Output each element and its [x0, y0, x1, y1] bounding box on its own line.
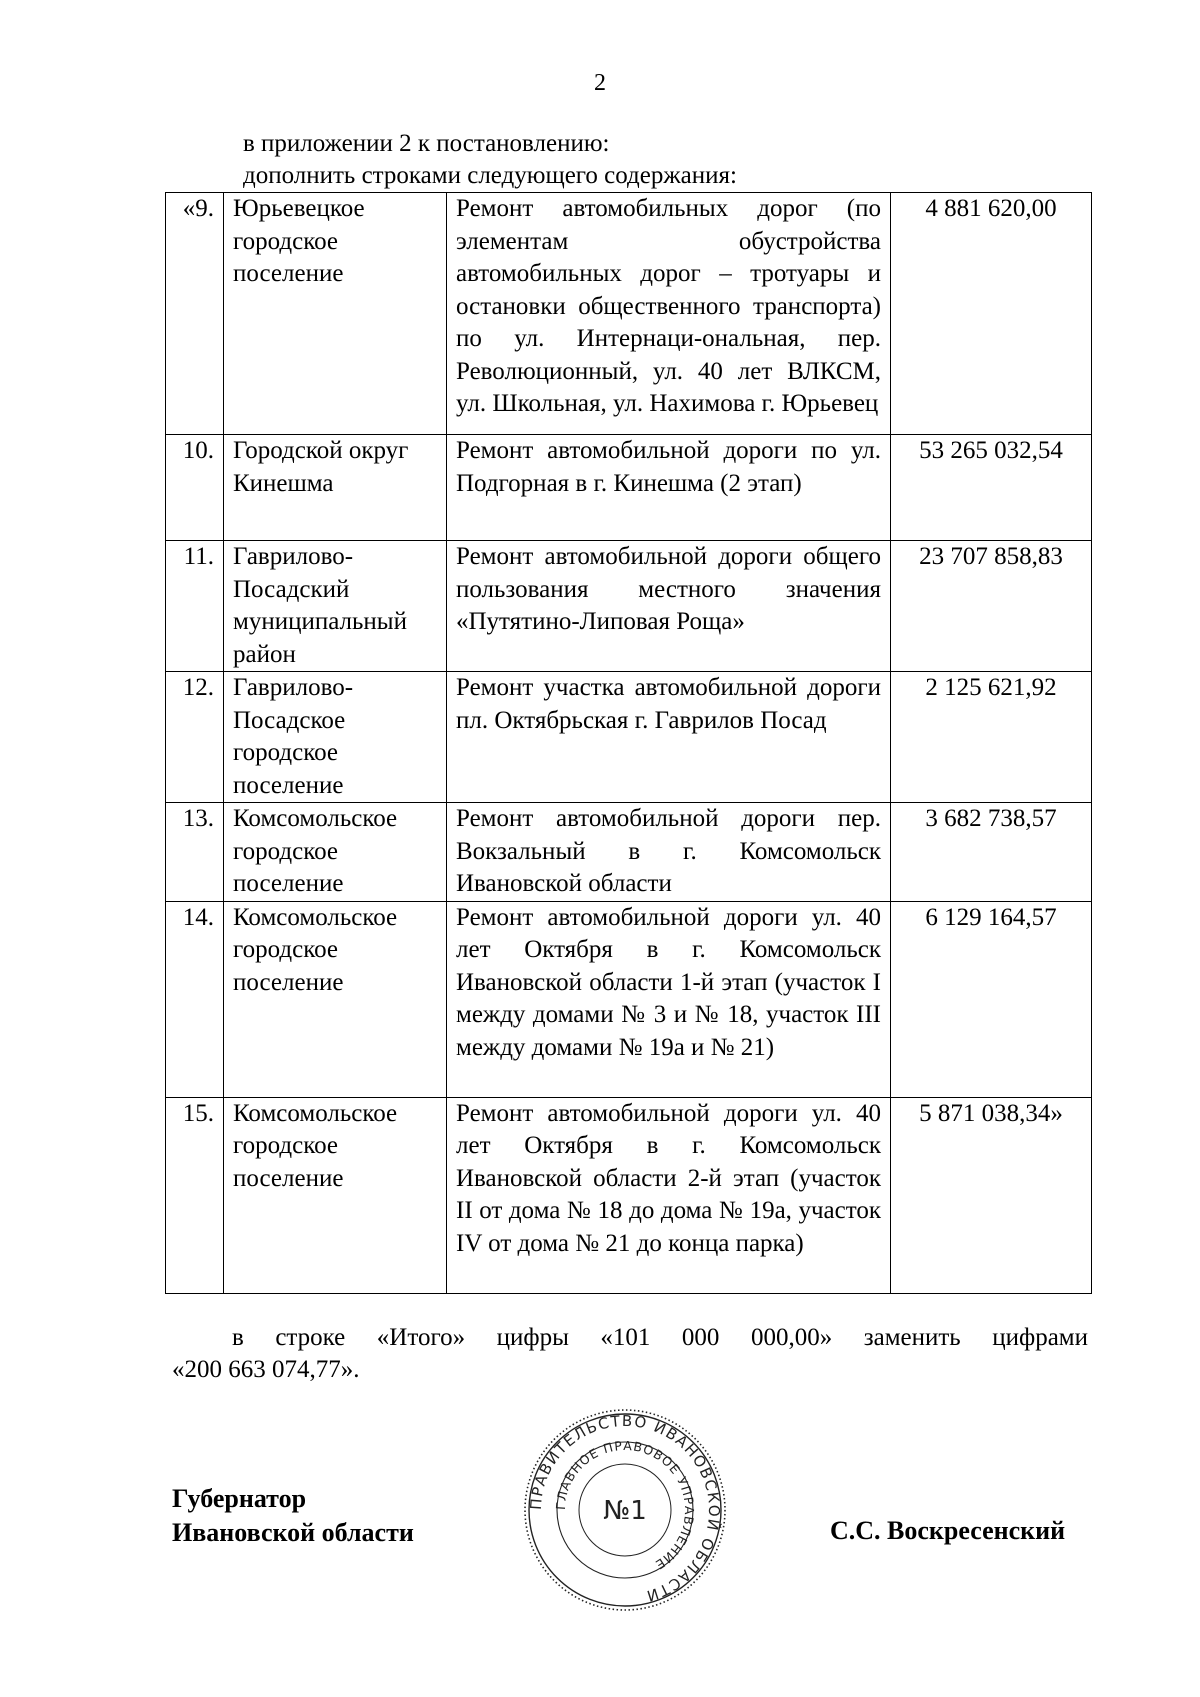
official-seal: [520, 1405, 730, 1615]
work-description: Ремонт автомобильной дороги ул. 40 лет Октября в г. Комсомольск Ивановской области 2-й этап (участок II от дома № 18 до дома № 19а, участок IV от дома № 21 до конца парка): [447, 1097, 891, 1293]
seal-outer-text: ПРАВИТЕЛЬСТВО ИВАНОВСКОЙ ОБЛАСТИ: [526, 1411, 724, 1606]
intro-line-2: дополнить строками следующего содержания:: [243, 162, 737, 189]
work-description: Ремонт автомобильных дорог (по элементам обустройства автомобильных дорог – тротуары и остановки общественного транспорта) по ул. Интернаци-ональная, пер. Революционный, ул. 40 лет ВЛКСМ, ул. Школьная, ул. Нахимова г. Юрьевец: [447, 193, 891, 435]
municipality-name: Гаврилово-Посадское городское поселение: [224, 672, 447, 803]
signatory-title: [172, 1482, 414, 1550]
intro-text: [243, 128, 737, 192]
row-number: 15.: [166, 1097, 224, 1293]
municipality-name: Юрьевецкое городское поселение: [224, 193, 447, 435]
municipality-name: Гаврилово-Посадский муниципальный район: [224, 541, 447, 672]
table-row: [166, 1097, 1092, 1293]
row-number: 12.: [166, 672, 224, 803]
work-description: Ремонт автомобильной дороги пер. Вокзальный в г. Комсомольск Ивановской области: [447, 803, 891, 902]
municipality-name: Комсомольское городское поселение: [224, 1097, 447, 1293]
closing-line-2: «200 663 074,77».: [172, 1356, 360, 1383]
municipality-name: Комсомольское городское поселение: [224, 803, 447, 902]
municipality-name: Комсомольское городское поселение: [224, 901, 447, 1097]
amount: 53 265 032,54: [891, 435, 1092, 541]
signatory-title-line-1: Губернатор: [172, 1484, 307, 1513]
row-number: 14.: [166, 901, 224, 1097]
closing-line-1: в строке «Итого» цифры «101 000 000,00» заменить цифрами: [232, 1324, 1088, 1351]
closing-paragraph: [172, 1322, 1088, 1386]
seal-inner-text: ГЛАВНОЕ ПРАВОВОЕ УПРАВЛЕНИЕ: [552, 1437, 698, 1573]
amount: 5 871 038,34»: [891, 1097, 1092, 1293]
row-number: 10.: [166, 435, 224, 541]
work-description: Ремонт автомобильной дороги общего пользования местного значения «Путятино-Липовая Роща»: [447, 541, 891, 672]
work-description: Ремонт автомобильной дороги ул. 40 лет Октября в г. Комсомольск Ивановской области 1-й этап (участок I между домами № 3 и № 18, участок III между домами № 19а и № 21): [447, 901, 891, 1097]
table-row: [166, 672, 1092, 803]
intro-line-1: в приложении 2 к постановлению:: [243, 130, 610, 157]
row-number: «9.: [166, 193, 224, 435]
work-description: Ремонт участка автомобильной дороги пл. Октябрьская г. Гаврилов Посад: [447, 672, 891, 803]
amount: 3 682 738,57: [891, 803, 1092, 902]
amount: 6 129 164,57: [891, 901, 1092, 1097]
municipality-name: Городской округ Кинешма: [224, 435, 447, 541]
amount: 2 125 621,92: [891, 672, 1092, 803]
signatory-name: С.С. Воскресенский: [830, 1516, 1066, 1545]
signatory-title-line-2: Ивановской области: [172, 1518, 414, 1547]
row-number: 11.: [166, 541, 224, 672]
amount: 23 707 858,83: [891, 541, 1092, 672]
table-row: [166, 435, 1092, 541]
page-number: 2: [594, 70, 606, 96]
table-row: [166, 901, 1092, 1097]
seal-center-number: №1: [603, 1496, 647, 1526]
roads-table: [165, 192, 1092, 1294]
table-row: [166, 541, 1092, 672]
amount: 4 881 620,00: [891, 193, 1092, 435]
table-row: [166, 803, 1092, 902]
table-row: [166, 193, 1092, 435]
row-number: 13.: [166, 803, 224, 902]
work-description: Ремонт автомобильной дороги по ул. Подгорная в г. Кинешма (2 этап): [447, 435, 891, 541]
